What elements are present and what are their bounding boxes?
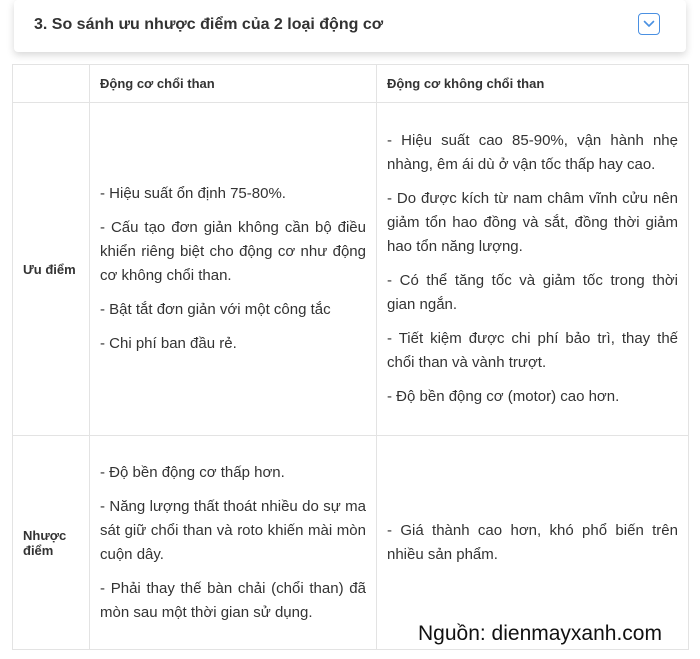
list-item: - Chi phí ban đầu rẻ. xyxy=(100,335,237,352)
list-item: - Độ bền động cơ (motor) cao hơn. xyxy=(387,388,620,405)
list-item: - Có thể tăng tốc và giảm tốc trong thời gian ngắn. xyxy=(387,272,678,313)
advantages-brushless-cell xyxy=(377,103,689,436)
row-label-advantages: Ưu điểm xyxy=(13,103,90,436)
chevron-down-icon xyxy=(643,20,655,28)
row-label-disadvantages: Nhược điểm xyxy=(13,436,90,650)
list-item: - Bật tắt đơn giản với một công tắc xyxy=(100,301,331,318)
list-item: - Phải thay thế bàn chải (chổi than) đã mòn sau một thời gian sử dụng. xyxy=(100,579,366,621)
list-item: - Độ bền động cơ thấp hơn. xyxy=(100,463,285,481)
list-item: - Hiệu suất cao 85-90%, vận hành nhẹ nhàng, êm ái dù ở vận tốc thấp hay cao. xyxy=(387,132,678,173)
list-item: - Năng lượng thất thoát nhiều do sự ma sát giữ chổi than và roto khiến mài mòn cuộn dây. xyxy=(100,497,366,563)
list-item: - Do được kích từ nam châm vĩnh cửu nên giảm tổn hao đồng và sắt, đồng thời giảm hao tổn năng lượng. xyxy=(387,190,678,255)
list-item: - Giá thành cao hơn, khó phổ biến trên nhiều sản phẩm. xyxy=(387,521,678,563)
disadvantages-brushless-cell xyxy=(377,436,689,650)
section-title: 3. So sánh ưu nhược điểm của 2 loại động cơ xyxy=(34,16,384,33)
source-credit: Nguồn: dienmayxanh.com xyxy=(418,622,662,645)
comparison-table xyxy=(12,64,689,650)
list-item: - Cấu tạo đơn giản không cần bộ điều khiển riêng biệt cho động cơ như động cơ không chổi than. xyxy=(100,219,366,284)
disadvantages-brushed-cell xyxy=(90,436,377,650)
header-brushed-motor: Động cơ chổi than xyxy=(90,65,377,103)
collapse-toggle-button[interactable] xyxy=(638,13,660,35)
list-item: - Tiết kiệm được chi phí bảo trì, thay thế chổi than và vành trượt. xyxy=(387,330,678,371)
table-header-row xyxy=(13,65,689,103)
table-row-disadvantages xyxy=(13,436,689,650)
header-empty-cell xyxy=(13,65,90,103)
section-header xyxy=(14,0,686,52)
table-row-advantages xyxy=(13,103,689,436)
list-item: - Hiệu suất ổn định 75-80%. xyxy=(100,185,286,202)
header-brushless-motor: Động cơ không chổi than xyxy=(377,65,689,103)
advantages-brushed-cell xyxy=(90,103,377,436)
